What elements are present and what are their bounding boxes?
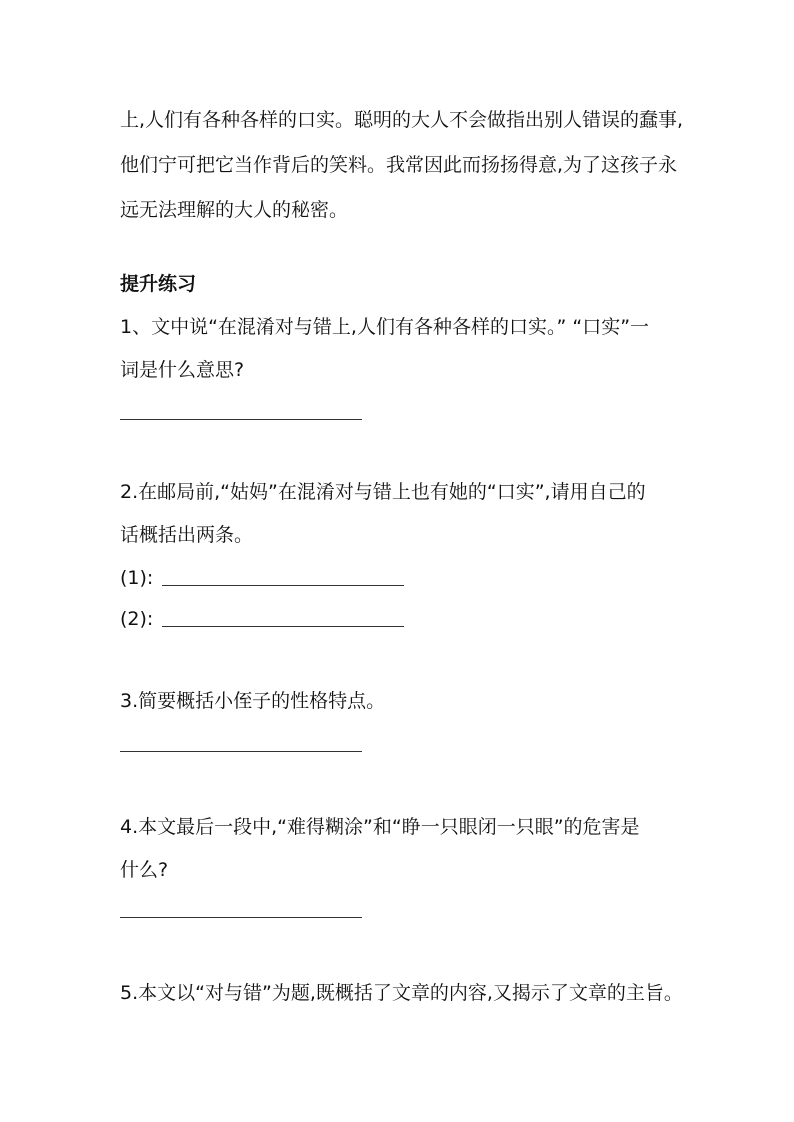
answer-blank-2-1[interactable] xyxy=(162,585,404,586)
section-heading: 提升练习 xyxy=(120,273,197,295)
sub-2-label: (2): xyxy=(120,608,154,630)
passage-line-2: 他们宁可把它当作背后的笑料。我常因此而扬扬得意,为了这孩子永 xyxy=(120,154,678,176)
answer-blank-4[interactable] xyxy=(120,917,362,918)
question-2-line-1: 2.在邮局前,“姑妈”在混淆对与错上也有她的“口实”,请用自己的 xyxy=(120,481,646,503)
question-5-line-1: 5.本文以“对与错”为题,既概括了文章的内容,又揭示了文章的主旨。 xyxy=(120,982,683,1004)
question-1-line-2: 词是什么意思? xyxy=(120,359,245,381)
question-4-line-1: 4.本文最后一段中,“难得糊涂”和“睁一只眼闭一只眼”的危害是 xyxy=(120,816,640,838)
answer-blank-3[interactable] xyxy=(120,751,362,752)
question-3-line-1: 3.简要概括小侄子的性格特点。 xyxy=(120,690,386,712)
sub-1-label: (1): xyxy=(120,567,154,589)
answer-blank-1[interactable] xyxy=(120,419,362,420)
passage-line-3: 远无法理解的大人的秘密。 xyxy=(120,199,349,221)
answer-blank-2-2[interactable] xyxy=(162,626,404,627)
passage-line-1: 上,人们有各种各样的口实。聪明的大人不会做指出别人错误的蠢事, xyxy=(120,109,684,131)
question-2-line-2: 话概括出两条。 xyxy=(120,524,254,546)
question-2-sub-1 xyxy=(120,564,404,592)
question-4-line-2: 什么? xyxy=(120,859,169,881)
question-1-line-1: 1、文中说“在混淆对与错上,人们有各种各样的口实。” “口实”一 xyxy=(120,316,650,338)
question-2-sub-2 xyxy=(120,605,404,633)
